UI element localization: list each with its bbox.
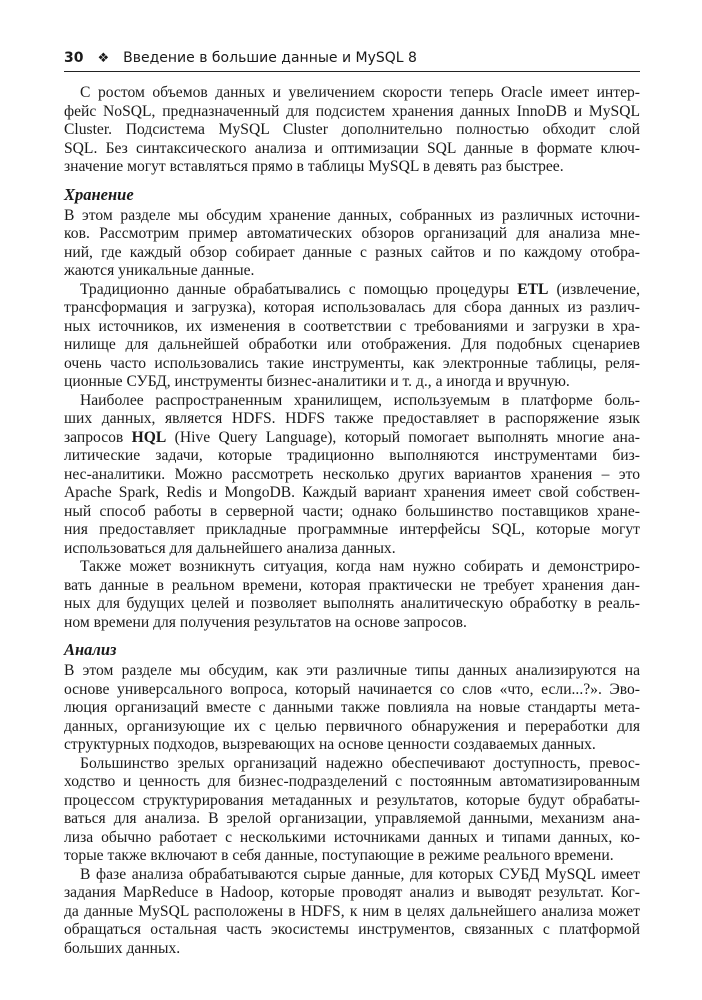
text-line <box>64 410 640 429</box>
text-run: ный способ работы в серверной части; однако большинство поставщиков хране- <box>64 502 640 520</box>
text-run: нес-аналитики. Можно рассмотреть несколько других вариантов хранения – это <box>64 465 640 483</box>
text-line <box>64 336 640 355</box>
text-run: Большинство зрелых организаций надежно обеспечивают доступность, превос- <box>80 754 640 772</box>
text-line <box>64 699 640 718</box>
text-line <box>64 829 640 848</box>
running-header <box>64 47 640 72</box>
text-run: жаются уникальные данные. <box>64 262 255 279</box>
text-run: лиза обычно работает с несколькими источниками данных и типами данных, ко- <box>64 828 640 846</box>
text-run: обращаться остальная часть экосистемы инструментов, связанных с платформой <box>64 921 640 938</box>
text-run: фейс NoSQL, предназначенный для подсистем хранения данных InnoDB и MySQL <box>64 102 640 120</box>
chapter-title: Введение в большие данные и MySQL 8 <box>123 50 417 66</box>
text-line <box>64 158 640 177</box>
text-run: Наиболее распространенным хранилищем, используемым в платформе боль- <box>80 391 640 409</box>
page-number: 30 <box>64 50 84 66</box>
text-run: вать данные в реальном времени, которая практически не требует хранения дан- <box>64 576 640 594</box>
text-line <box>64 207 640 226</box>
text-line <box>64 103 640 122</box>
text-line <box>64 299 640 318</box>
text-line <box>64 718 640 737</box>
text-line <box>64 429 640 448</box>
text-line <box>64 466 640 485</box>
text-line <box>64 662 640 681</box>
text-run: процессом структурирования метаданных и результатов, которые будут обрабаты- <box>64 791 640 809</box>
text-run: основе универсального вопроса, который начинается со слов «что, если...?». Эво- <box>64 680 640 698</box>
text-line <box>64 484 640 503</box>
ornament-icon: ❖ <box>97 51 110 66</box>
text-line <box>64 736 640 755</box>
text-run: торые также включают в себя данные, поступающие в режиме реального времени. <box>64 847 614 864</box>
bold-term: HQL <box>131 428 167 446</box>
text-line <box>64 140 640 159</box>
text-line <box>64 281 640 300</box>
text-run: В фазе анализа обрабатываются сырые данные, для которых СУБД MySQL имеет <box>80 865 640 883</box>
text-run: ходство и ценность для бизнес-подразделений с постоянным автоматизированным <box>64 773 640 790</box>
text-run: данных, организующие их с целью первичного обнаружения и переработки для <box>64 717 640 735</box>
text-line <box>64 755 640 774</box>
text-line <box>64 681 640 700</box>
text-run: ных источников, их изменения в соответствии с требованиями и загрузки в хра- <box>64 317 640 335</box>
text-line <box>64 355 640 374</box>
text-run: (Hive Query Language), который помогает выполнять многие ана- <box>166 428 641 446</box>
text-line <box>64 392 640 411</box>
text-run: люция организаций вместе с данными также повлияла на новые стандарты мета- <box>64 699 640 716</box>
text-run: ний, где каждый обзор собирает данные с разных сайтов и по каждому отобра- <box>64 243 640 261</box>
section-heading: Хранение <box>64 184 134 204</box>
text-run: использоваться для дальнейшего анализа данных. <box>64 539 396 557</box>
text-line <box>64 866 640 885</box>
text-run: очень часто использовались такие инструменты, как электронные таблицы, реля- <box>64 354 640 372</box>
text-line <box>64 792 640 811</box>
text-run: Apache Spark, Redis и MongoDB. Каждый вариант хранения имеет свой собствен- <box>64 484 640 501</box>
text-run: Cluster. Подсистема MySQL Cluster дополнительно полностью обходит слой <box>64 121 640 138</box>
text-line <box>64 521 640 540</box>
text-run: ния предоставляет прикладные программные интерфейсы SQL, которые могут <box>64 521 640 538</box>
text-run: SQL. Без синтаксического анализа и оптимизации SQL данные в формате ключ- <box>64 139 640 157</box>
text-run: Традиционно данные обрабатывались с помощью процедуры <box>80 280 518 298</box>
text-line <box>64 614 640 633</box>
text-line <box>64 244 640 263</box>
text-run: В этом разделе мы обсудим, как эти различные типы данных анализируются на <box>64 662 640 679</box>
text-run: больших данных. <box>64 939 181 957</box>
text-run: ков. Рассмотрим пример автоматических обзоров организаций для анализа мне- <box>64 225 640 242</box>
text-line <box>64 447 640 466</box>
text-run: ном времени для получения результатов на основе запросов. <box>64 613 467 631</box>
text-run: ных для будущих целей и позволяет выполнять аналитическую обработку в реаль- <box>64 595 640 612</box>
text-line <box>64 225 640 244</box>
paragraph <box>64 84 640 177</box>
text-line <box>64 921 640 940</box>
paragraph <box>64 207 640 281</box>
text-run: В этом разделе мы обсудим хранение данных, собранных из различных источни- <box>64 206 640 224</box>
text-line <box>64 847 640 866</box>
text-run: задания MapReduce в Hadoop, которые проводят анализ и выводят результат. Ког- <box>64 884 640 901</box>
text-line <box>64 773 640 792</box>
paragraph <box>64 662 640 755</box>
section-heading: Анализ <box>64 640 117 659</box>
text-line <box>64 810 640 829</box>
text-line <box>64 903 640 922</box>
paragraph <box>64 392 640 559</box>
text-line <box>64 318 640 337</box>
text-run: нилище для дальнейшей обработки или отображения. Для подобных сценариев <box>64 336 640 353</box>
text-line <box>64 373 640 392</box>
text-run: значение могут вставляться прямо в таблицы MySQL в девять раз быстрее. <box>64 158 564 175</box>
paragraph <box>64 755 640 866</box>
text-run: (извлечение, <box>548 280 641 298</box>
text-run: ваться для анализа. В зрелой организации, управляемой данными, механизм ана- <box>64 810 640 827</box>
text-line <box>64 121 640 140</box>
text-run: запросов <box>64 428 132 446</box>
text-line <box>64 540 640 559</box>
text-run: да данные MySQL расположены в HDFS, к ним в целях дальнейшего анализа может <box>64 902 640 920</box>
text-line <box>64 884 640 903</box>
text-line <box>64 262 640 281</box>
text-line <box>64 503 640 522</box>
paragraph <box>64 281 640 392</box>
paragraph <box>64 866 640 959</box>
text-run: трансформация и загрузка), которая использовалась для сбора данных из различ- <box>64 299 640 316</box>
text-run: структурных подходов, вызревающих на основе ценности создаваемых данных. <box>64 736 596 753</box>
text-line <box>64 84 640 103</box>
page-body <box>64 84 640 958</box>
text-run: С ростом объемов данных и увеличением скорости теперь Oracle имеет интер- <box>80 84 640 101</box>
text-run: ших данных, является HDFS. HDFS также предоставляет в распоряжение язык <box>64 410 640 427</box>
text-line <box>64 558 640 577</box>
text-run: литические задачи, которые традиционно выполняются инструментами биз- <box>64 447 640 464</box>
text-line <box>64 577 640 596</box>
paragraph <box>64 558 640 632</box>
text-run: ционные СУБД, инструменты бизнес-аналитики и т. д., а иногда и вручную. <box>64 373 570 390</box>
bold-term: ETL <box>517 280 549 298</box>
text-run: Также может возникнуть ситуация, когда нам нужно собирать и демонстриро- <box>80 558 640 575</box>
text-line <box>64 940 640 959</box>
text-line <box>64 595 640 614</box>
